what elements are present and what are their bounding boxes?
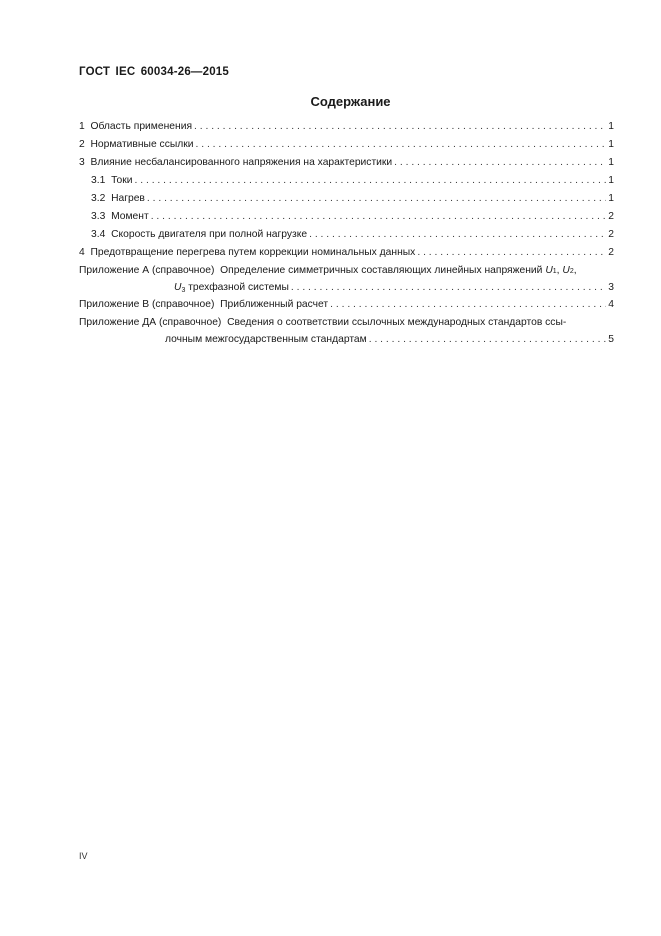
voltage-symbol: U — [562, 265, 570, 276]
leader-dots — [309, 229, 606, 240]
toc-page: 2 — [608, 229, 614, 240]
leader-dots — [330, 299, 606, 310]
toc-entry-3-1[interactable] — [79, 175, 614, 186]
toc-text-continued: лочным межгосударственным стандартам — [165, 334, 367, 345]
toc-appendix-label: Приложение ДА (справочное) — [79, 317, 222, 328]
leader-dots — [417, 247, 606, 258]
toc-number: 1 — [79, 121, 85, 132]
toc-text: Сведения о соответствии ссылочных международных стандартов ссы- — [227, 317, 567, 328]
leader-dots — [196, 139, 607, 150]
toc-entry-2[interactable] — [79, 139, 614, 150]
toc-number: 4 — [79, 247, 85, 258]
leader-dots — [291, 282, 606, 293]
toc-number: 3 — [79, 157, 85, 168]
toc-text: Область применения — [90, 121, 193, 132]
toc-number: 2 — [79, 139, 85, 150]
toc-text: Токи — [111, 175, 133, 186]
toc-entry-3-4[interactable] — [79, 229, 614, 240]
toc-appendix-label: Приложение А (справочное) — [79, 265, 215, 276]
toc-entry-4[interactable] — [79, 247, 614, 258]
toc-page: 1 — [608, 175, 614, 186]
toc-page: 1 — [608, 193, 614, 204]
toc-entry-1[interactable] — [79, 121, 614, 132]
toc-text: Влияние несбалансированного напряжения на характеристики — [90, 157, 393, 168]
page-number: IV — [79, 851, 88, 861]
toc-entry-3-2[interactable] — [79, 193, 614, 204]
document-header: ГОСТ IEC 60034-26—2015 — [79, 66, 229, 78]
toc-entry-appendix-b[interactable] — [79, 299, 614, 310]
toc-number: 3.2 — [91, 193, 106, 204]
leader-dots — [135, 175, 607, 186]
toc-page: 2 — [608, 211, 614, 222]
toc-text: Нормативные ссылки — [90, 139, 194, 150]
toc-text-continued: трехфазной системы — [188, 282, 289, 293]
toc-entry-appendix-da[interactable] — [79, 317, 614, 328]
leader-dots — [147, 193, 606, 204]
leader-dots — [194, 121, 606, 132]
toc-entry-appendix-a-continued[interactable] — [79, 282, 614, 294]
leader-dots — [394, 157, 606, 168]
subscript: 3 — [181, 287, 186, 294]
toc-number: 3.3 — [91, 211, 106, 222]
voltage-symbol: U — [174, 282, 182, 293]
toc-number: 3.1 — [91, 175, 106, 186]
toc-text: Предотвращение перегрева путем коррекции номинальных данных — [90, 247, 416, 258]
toc-appendix-label: Приложение В (справочное) — [79, 299, 215, 310]
toc-page: 1 — [608, 121, 614, 132]
toc-text: Скорость двигателя при полной нагрузке — [111, 229, 308, 240]
voltage-symbol: U — [545, 265, 553, 276]
toc-page: 3 — [608, 282, 614, 293]
toc-page: 2 — [608, 247, 614, 258]
leader-dots — [151, 211, 607, 222]
toc-text: Нагрев — [111, 193, 145, 204]
toc-entry-3[interactable] — [79, 157, 614, 168]
subscript: 2 — [569, 268, 574, 275]
toc-text: Определение симметричных составляющих линейных напряжений — [220, 265, 543, 276]
toc-text: Момент — [111, 211, 149, 222]
toc-page: 1 — [608, 157, 614, 168]
toc-number: 3.4 — [91, 229, 106, 240]
toc-entry-appendix-a[interactable]: Приложение А (справочное) Определение симметричных составляющих линейных напряжений U 1 , U 2 , — [79, 265, 577, 276]
toc-entry-3-3[interactable] — [79, 211, 614, 222]
toc-entry-appendix-da-continued[interactable] — [79, 334, 614, 345]
toc-text: Приближенный расчет — [220, 299, 329, 310]
toc-text — [174, 282, 289, 294]
subscript: 1 — [552, 268, 557, 275]
leader-dots — [369, 334, 607, 345]
toc-page: 1 — [608, 139, 614, 150]
toc-page: 5 — [608, 334, 614, 345]
page-title: Содержание — [310, 94, 391, 109]
toc-page: 4 — [608, 299, 614, 310]
